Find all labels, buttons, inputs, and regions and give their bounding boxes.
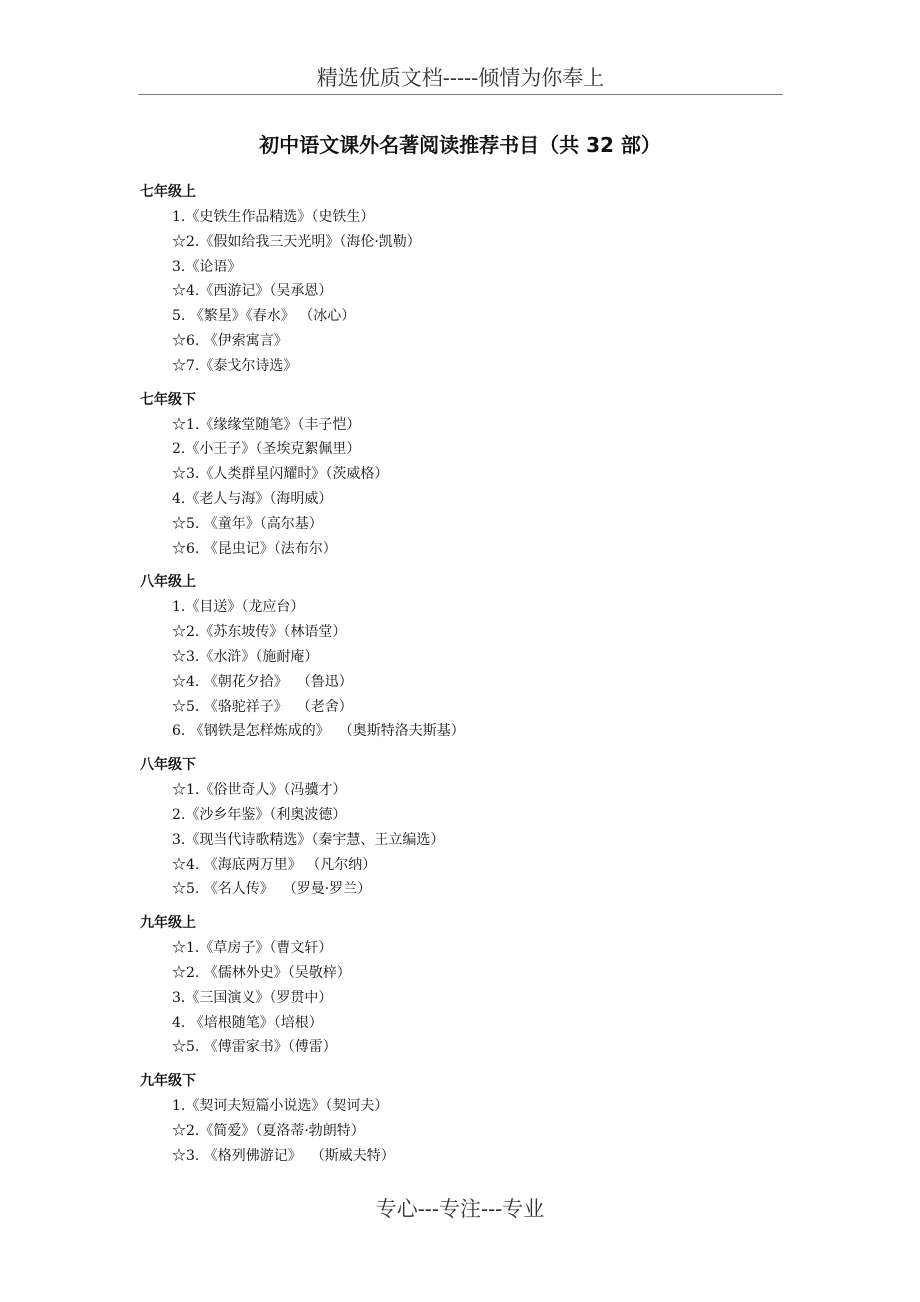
- book-item: ☆7.《泰戈尔诗选》: [172, 357, 298, 374]
- book-item: ☆6. 《昆虫记》（法布尔）: [172, 540, 337, 557]
- book-item: ☆5. 《骆驼祥子》 （老舍）: [172, 698, 353, 715]
- book-item: ☆4. 《朝花夕拾》 （鲁迅）: [172, 673, 353, 690]
- book-item: ☆6. 《伊索寓言》: [172, 332, 288, 349]
- book-item: ☆5. 《童年》（高尔基）: [172, 515, 323, 532]
- book-item: 2.《小王子》（圣埃克絮佩里）: [172, 441, 361, 458]
- grade-heading: 七年级下: [140, 391, 196, 408]
- book-item: ☆1.《俗世奇人》（冯骥才）: [172, 782, 347, 799]
- grade-heading: 八年级上: [140, 574, 196, 591]
- book-item: 4.《老人与海》（海明威）: [172, 490, 333, 507]
- grade-heading: 九年级下: [140, 1073, 196, 1090]
- book-item: ☆2.《简爱》（夏洛蒂·勃朗特）: [172, 1122, 365, 1139]
- book-item: ☆5. 《傅雷家书》（傅雷）: [172, 1039, 337, 1056]
- book-item: 1.《史铁生作品精选》（史铁生）: [172, 209, 375, 225]
- page-footer: 专心---专注---专业: [375, 1197, 545, 1221]
- grade-heading: 八年级下: [140, 757, 196, 774]
- book-item: ☆5. 《名人传》 （罗曼·罗兰）: [172, 881, 372, 898]
- grade-heading: 七年级上: [140, 184, 196, 200]
- book-item: 3.《论语》: [172, 258, 242, 275]
- book-item: 3.《现当代诗歌精选》（秦宇慧、王立编选）: [172, 831, 445, 848]
- book-item: 3.《三国演义》（罗贯中）: [172, 989, 333, 1006]
- book-item: ☆2. 《儒林外史》（吴敬梓）: [172, 964, 351, 981]
- document-title: 初中语文课外名著阅读推荐书目（共 32 部）: [259, 133, 661, 157]
- section-grade7-lower: [140, 388, 800, 562]
- book-item: ☆4. 《海底两万里》 （凡尔纳）: [172, 856, 377, 873]
- book-item: 2.《沙乡年鉴》（利奥波德）: [172, 806, 347, 823]
- section-grade9-lower: [140, 1069, 800, 1168]
- book-list: [140, 180, 800, 1169]
- section-grade8-lower: [140, 753, 800, 902]
- page-header: 精选优质文档-----倾情为你奉上: [138, 62, 783, 95]
- section-grade9-upper: [140, 911, 800, 1060]
- book-item: ☆2.《苏东坡传》（林语堂）: [172, 624, 347, 641]
- book-item: 5. 《繁星》《春水》 （冰心）: [172, 308, 356, 325]
- book-item: ☆1.《缘缘堂随笔》（丰子恺）: [172, 416, 361, 433]
- book-item: ☆4.《西游记》（吴承恩）: [172, 283, 333, 300]
- book-item: ☆1.《草房子》（曹文轩）: [172, 940, 333, 957]
- book-item: 1.《目送》（龙应台）: [172, 599, 305, 616]
- book-item: ☆3. 《格列佛游记》 （斯威夫特）: [172, 1147, 395, 1164]
- book-item: 1.《契诃夫短篇小说选》（契诃夫）: [172, 1098, 389, 1115]
- book-item: 4. 《培根随笔》（培根）: [172, 1014, 323, 1031]
- book-item: ☆2.《假如给我三天光明》（海伦·凯勒）: [172, 233, 421, 250]
- book-item: ☆3.《人类群星闪耀时》（茨威格）: [172, 466, 389, 483]
- book-item: 6. 《钢铁是怎样炼成的》 （奥斯特洛夫斯基）: [172, 723, 465, 740]
- section-grade7-upper: [140, 180, 800, 379]
- grade-heading: 九年级上: [140, 915, 196, 932]
- section-grade8-upper: [140, 570, 800, 744]
- book-item: ☆3.《水浒》（施耐庵）: [172, 648, 319, 665]
